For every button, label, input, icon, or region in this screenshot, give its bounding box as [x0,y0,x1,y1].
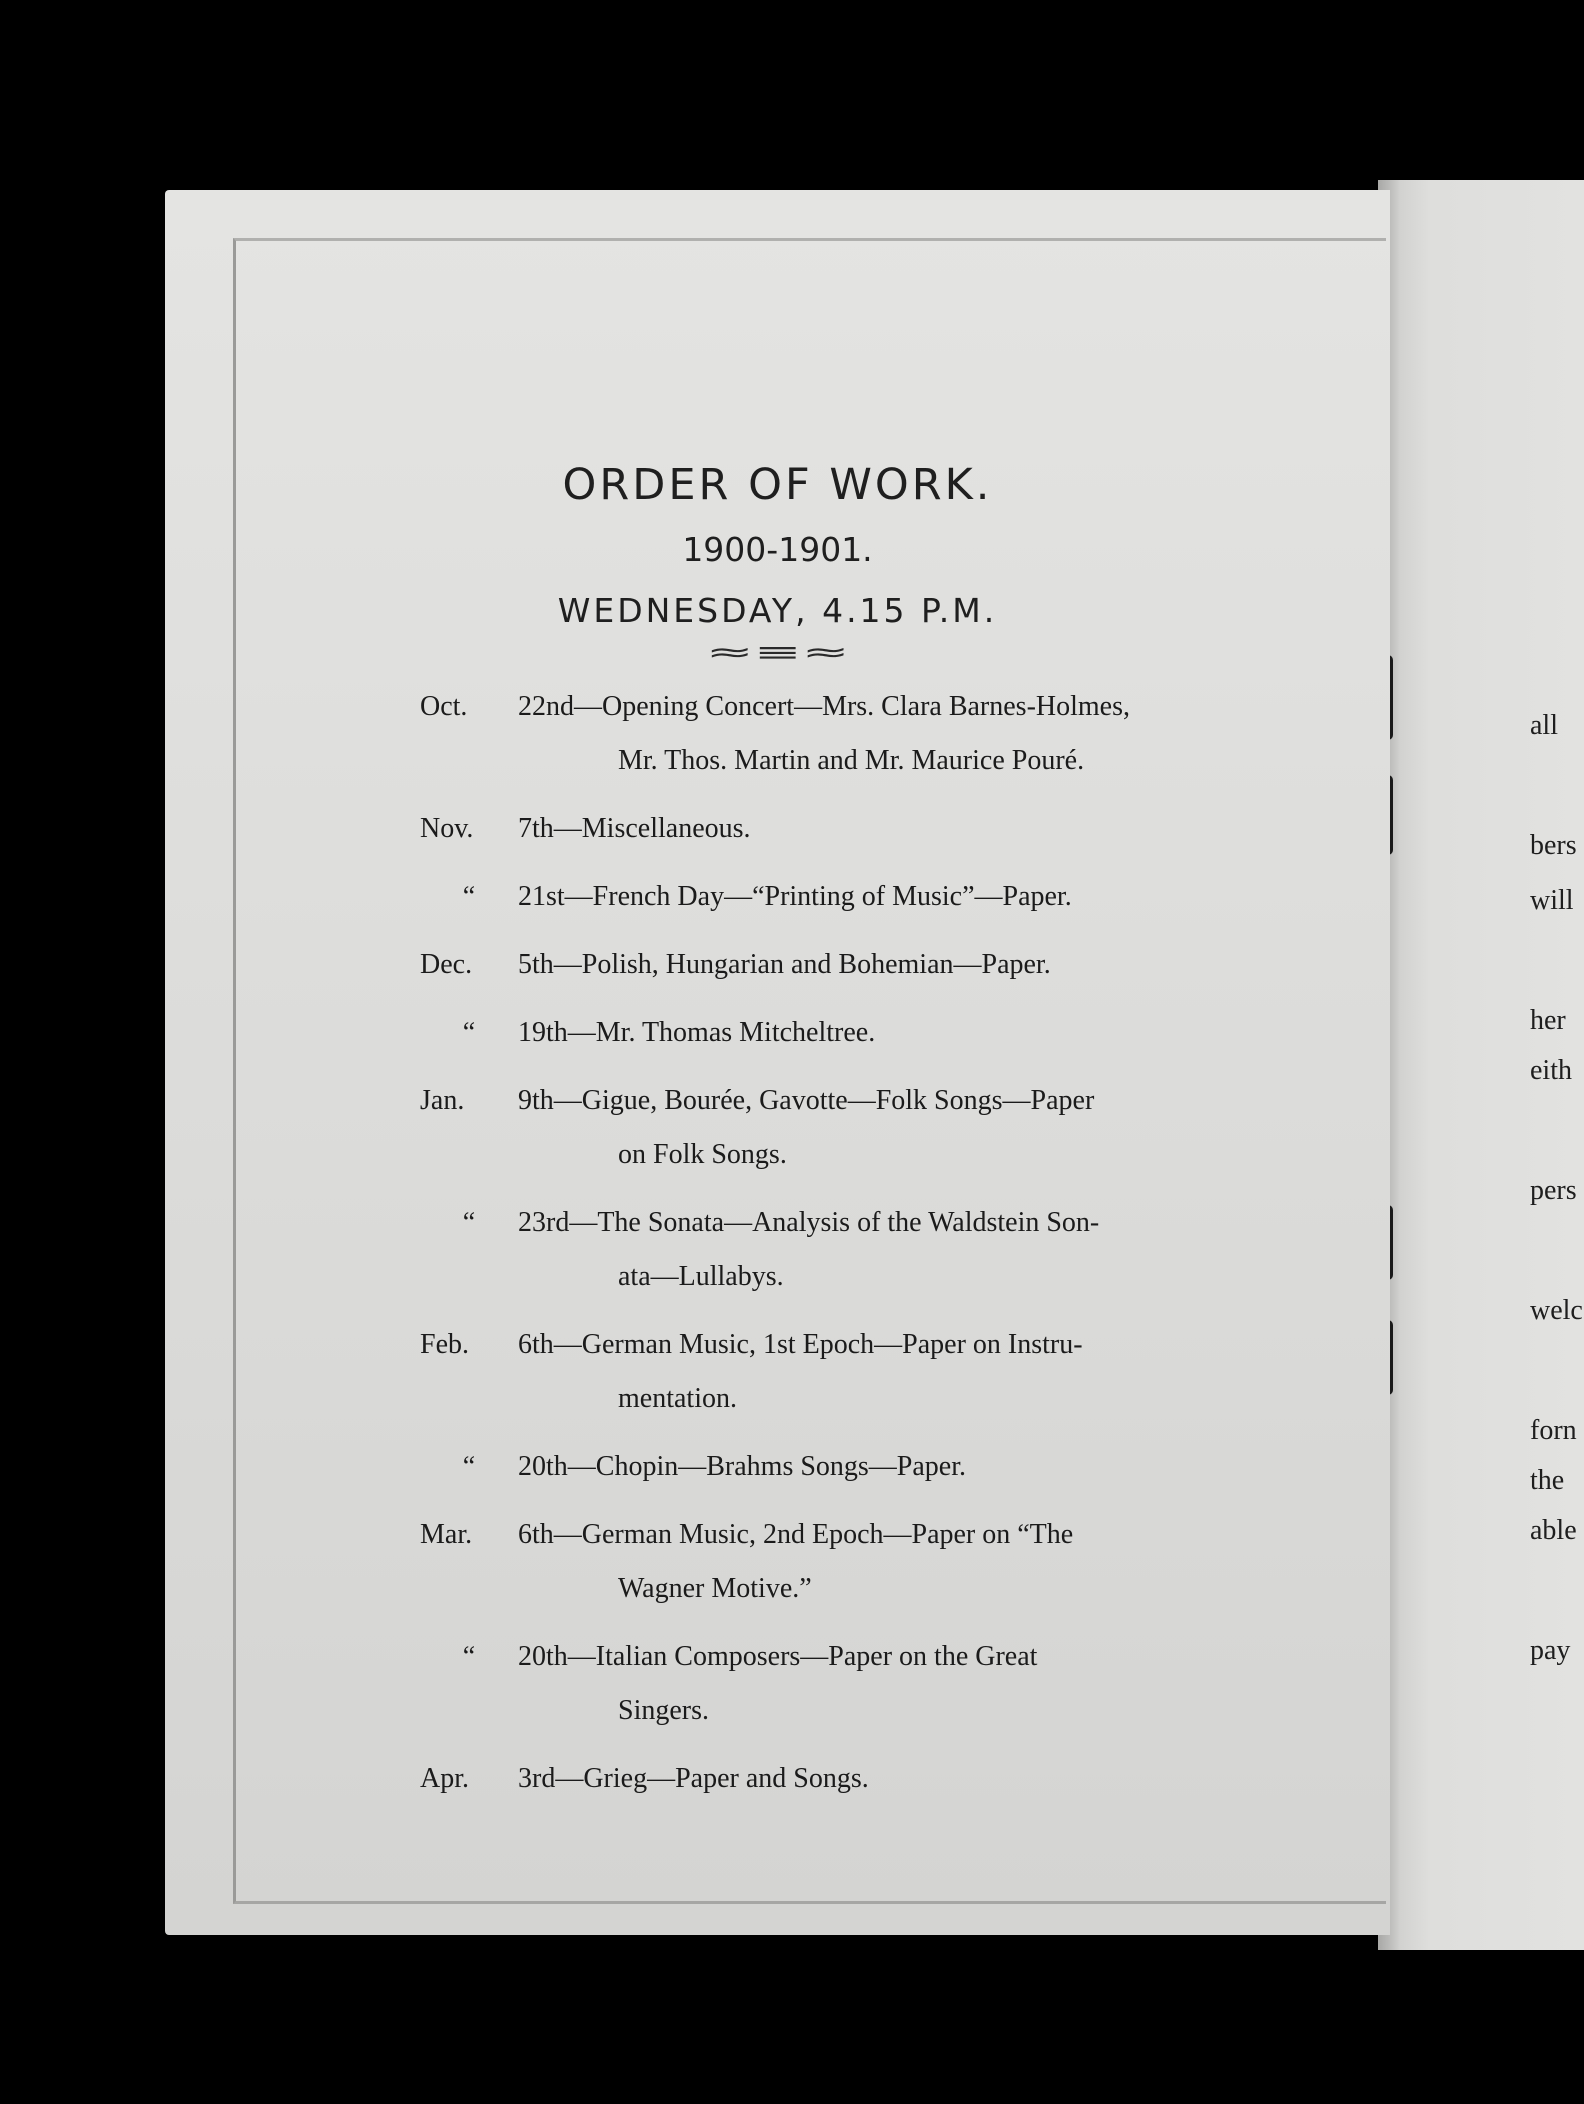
season-years: 1900-1901. [682,530,873,569]
entry-month: Dec. [420,949,473,980]
entry-continuation: Wagner Motive.” [618,1573,812,1604]
schedule-entry [420,680,1260,788]
entry-line: 3rd—Grieg—Paper and Songs. [518,1763,869,1794]
entry-month: Jan. [420,1085,465,1116]
page-title: ORDER OF WORK. [562,460,993,510]
entry-line: 5th—Polish, Hungarian and Bohemian—Paper. [518,949,1051,980]
entry-month: “ [462,881,476,912]
entry-text [518,1630,1260,1738]
entry-month: “ [462,1017,476,1048]
entry-line: 22nd—Opening Concert—Mrs. Clara Barnes-Holmes, [518,691,1130,722]
entry-month: “ [462,1207,476,1238]
schedule-entry [420,1752,1260,1806]
schedule-entry [420,1440,1260,1494]
schedule-entry [420,802,1260,856]
right-page-fragment: her [1530,1005,1566,1036]
entry-line: 7th—Miscellaneous. [518,813,751,844]
schedule-entry [420,1074,1260,1182]
entry-line: 6th—German Music, 2nd Epoch—Paper on “The [518,1519,1074,1550]
header-block [165,440,1390,666]
right-page-fragment: bers [1530,830,1577,861]
schedule-entry [420,1508,1260,1616]
entry-month: Mar. [420,1519,473,1550]
right-page-fragment: pers [1530,1175,1577,1206]
entry-text [518,1074,1260,1182]
entry-continuation: ata—Lullabys. [618,1261,784,1292]
right-page-fragment: forn [1530,1415,1577,1446]
schedule-entry [420,1196,1260,1304]
entry-line: 20th—Chopin—Brahms Songs—Paper. [518,1451,967,1482]
right-page-fragment: welc [1530,1295,1583,1326]
schedule-list [420,680,1260,1820]
entry-line: 23rd—The Sonata—Analysis of the Waldstein Son- [518,1207,1100,1238]
entry-text [518,1508,1260,1616]
entry-month: “ [462,1641,476,1672]
meeting-day-time: WEDNESDAY, 4.15 P.M. [557,591,998,630]
schedule-entry [420,1006,1260,1060]
entry-continuation: Singers. [618,1695,709,1726]
entry-continuation: on Folk Songs. [618,1139,787,1170]
right-page-fragment: all [1530,710,1558,741]
schedule-entry [420,1630,1260,1738]
entry-month: Nov. [420,813,474,844]
right-page-fragment: pay [1530,1635,1571,1666]
entry-month: Oct. [420,691,468,722]
right-page-fragment: the [1530,1465,1565,1496]
entry-line: 9th—Gigue, Bourée, Gavotte—Folk Songs—Paper [518,1085,1095,1116]
entry-text [518,1318,1260,1426]
entry-continuation: mentation. [618,1383,737,1414]
entry-month: Feb. [420,1329,469,1360]
right-page-fragment: eith [1530,1055,1572,1086]
entry-text [518,1196,1260,1304]
ornament-divider: ≈≡≈ [705,638,850,668]
entry-line: 20th—Italian Composers—Paper on the Great [518,1641,1038,1672]
right-page-fragment: able [1530,1515,1577,1546]
entry-line: 19th—Mr. Thomas Mitcheltree. [518,1017,876,1048]
entry-line: 6th—German Music, 1st Epoch—Paper on Instru- [518,1329,1083,1360]
entry-month: “ [462,1451,476,1482]
right-page-fragment: will [1530,885,1574,916]
entry-line: 21st—French Day—“Printing of Music”—Paper. [518,881,1072,912]
entry-text [518,680,1260,788]
schedule-entry [420,1318,1260,1426]
schedule-entry [420,870,1260,924]
entry-continuation: Mr. Thos. Martin and Mr. Maurice Pouré. [618,745,1085,776]
schedule-entry [420,938,1260,992]
entry-month: Apr. [420,1763,469,1794]
